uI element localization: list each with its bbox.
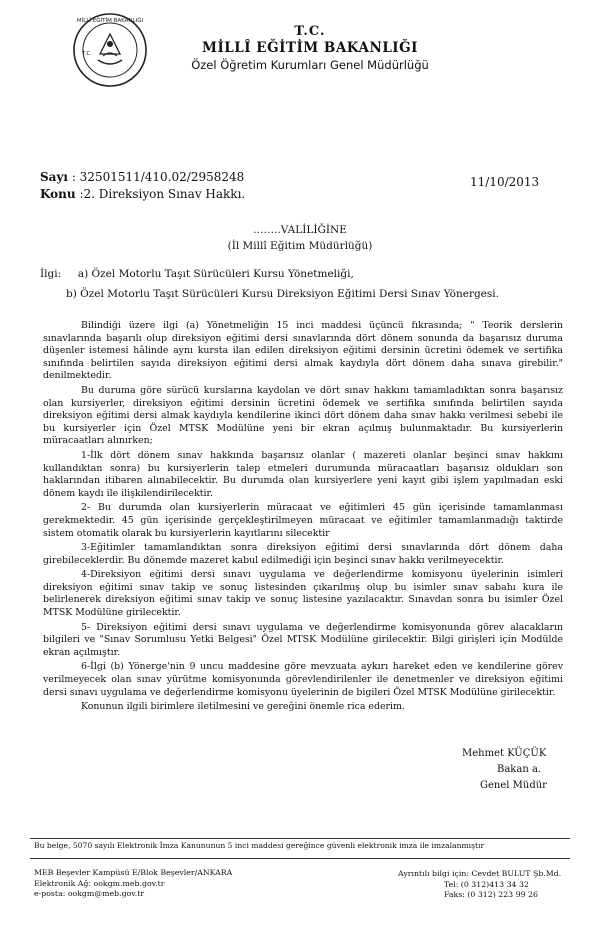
- signatory-title: Bakan a.: [497, 764, 542, 775]
- konu-label: Konu: [40, 187, 76, 201]
- body-paragraph: 1-İlk dört dönem sınav hakkında başarısız olanlar ( mazereti olanlar beşinci sınav hakkını kullandıktan sonra) bu kursiyerlerin talep etmeleri durumunda müracaatları başarısız oldukları son haklarından itibaren alınabilecektir. Bu durumda olan kursiyerlere yeni kayıt gibi işlem yapılmadan eski dönem kaydı ile ilişkilendirilecektir.: [43, 449, 563, 499]
- body-paragraph: 3-Eğitimler tamamlandıktan sonra direksiyon eğitimi dersi sınavlarında dört dönem daha girebileceklerdir. Bu dönemde mazeret kabul edilmediği için beşinci sınav hakkı verilmeyecektir.: [43, 542, 563, 566]
- body-paragraph: 5- Direksiyon eğitimi dersi sınavı uygulama ve değerlendirme komisyonunda görev alacakların bilgileri ve "Sınav Sorumlusu Yetki Belgesi" Özel MTSK Modülüne girilecektir. Bilgi girişleri için Modülde ekran açılmıştır.: [43, 621, 563, 658]
- footer-web: Elektronik Ağ: ookgm.meb.gov.tr: [34, 878, 165, 888]
- footer-divider-top: [30, 838, 570, 839]
- addressee-line2: (İl Millî Eğitim Müdürlüğü): [227, 240, 373, 252]
- footer-contact-right: [398, 869, 561, 901]
- footer-contact-left: [34, 868, 232, 900]
- body-paragraph: Bilindiği üzere ilgi (a) Yönetmeliğin 15 inci maddesi üçüncü fıkrasında; " Teorik derslerin sınavlarında başarılı olup direksiyon eğitimi dersi sınavlarında dört dönem sonunda da başarısız duruma düşenler istemesi hâlinde aynı kursta ilan edilen direksiyon eğitimi dersinin ücretini ödemek ve sertifika sınıfında belirtilen sayıda direksiyon eğitimi dersi almak kaydıyla dört dönem daha sınava girebilir." denilmektedir.: [43, 320, 563, 382]
- body-paragraph: Bu duruma göre sürücü kurslarına kaydolan ve dört sınav hakkını tamamladıktan sonra başarısız olan kursiyerler, direksiyon eğitimi dersinin ücretini ödemek ve sertifika sınıfında belirtilen sayıda direksiyon eğitimi dersi almak kaydıyla kendilerine ikinci dört dönem daha sınav hakkı verilmesi sebebi ile bu kursiyerler için Özel MTSK Modülüne yeni bir ekran açılmış bulunmaktadır. Bu kursiyerlerin müracaatları alınırken;: [43, 384, 563, 447]
- signatory-name: Mehmet KÜÇÜK: [462, 748, 547, 759]
- svg-text:T.C.: T.C.: [82, 51, 93, 57]
- ilgi-label: İlgi:: [40, 268, 62, 280]
- footer-phone: Tel: (0 312)413 34 32: [444, 879, 529, 889]
- sayi-line: [40, 170, 244, 184]
- addressee-line1: ……..VALİLİĞİNE: [253, 224, 347, 236]
- header-ministry: MİLLÎ EĞİTİM BAKANLIĞI: [202, 40, 418, 56]
- letter-body: [43, 320, 563, 716]
- footer-contact-person: Ayrıntılı bilgi için: Cevdet BULUT Şb.Md.: [398, 869, 562, 878]
- footer-fax: Faks: (0 312) 223 99 26: [444, 890, 538, 899]
- body-paragraph: Konunun ilgili birimlere iletilmesini ve gereğini önemle rica ederim.: [81, 701, 405, 713]
- ilgi-a-line: [40, 268, 354, 280]
- ilgi-b: b) Özel Motorlu Taşıt Sürücüleri Kursu Direksiyon Eğitimi Dersi Sınav Yönergesi.: [66, 288, 499, 300]
- body-paragraph: 4-Direksiyon eğitimi dersi sınavı uygulama ve değerlendirme komisyonu üyelerinin isimleri direksiyon eğitimi sınav takip ve sonuç listesinden çıkarılmış olup bu isimler sınav sabahı kura ile belirlenerek direksiyon eğitimi sınav takip ve sonuç listesine yazılacaktır. Sınavdan sonra bu isimler Özel MTSK Modülüne girilecektir.: [43, 569, 563, 619]
- svg-text:MİLLÎ EĞİTİM BAKANLIĞI: MİLLÎ EĞİTİM BAKANLIĞI: [76, 18, 144, 24]
- body-paragraph: 2- Bu durumda olan kursiyerlerin müracaat ve eğitimleri 45 gün içerisinde tamamlanması gerekmektedir. 45 gün içerisinde gerçekleştirilmeyen müracaat ve eğitimler tamamlanmadığı taktirde sistem otomatik olarak bu kursiyerlerin kayıtlarını silecektir: [43, 502, 563, 539]
- signatory-position: Genel Müdür: [480, 780, 547, 791]
- sayi-label: Sayı: [40, 170, 68, 184]
- sayi-value: : 32501511/410.02/2958248: [71, 170, 245, 184]
- konu-value: :2. Direksiyon Sınav Hakkı.: [79, 187, 246, 201]
- body-paragraph: 6-İlgi (b) Yönerge'nin 9 uncu maddesine göre mevzuata aykırı hareket eden ve kendilerine görev verilmeyecek olan sınav yürütme komisyonunda görevlendirilenler ile denetmenler ve direksiyon eğitimi dersi sınavı uygulama ve değerlendirme komisyonu üyelerinin de bigileri Özel MTSK Modülüne girilecektir.: [43, 661, 563, 698]
- footer-divider-bottom: [30, 858, 570, 859]
- ilgi-a: a) Özel Motorlu Taşıt Sürücüleri Kursu Yönetmeliği,: [77, 268, 354, 280]
- e-signature-notice: Bu belge, 5070 sayılı Elektronik İmza Kanununun 5 inci maddesi gereğince güvenli elektronik imza ile imzalanmıştır: [34, 841, 485, 850]
- konu-line: [40, 187, 245, 201]
- document-date: 11/10/2013: [470, 175, 540, 189]
- footer-address: MEB Beşevler Kampüsü E/Blok Beşevler/ANKARA: [34, 868, 233, 877]
- header-department: Özel Öğretim Kurumları Genel Müdürlüğü: [191, 58, 429, 72]
- ministry-seal-icon: [70, 10, 150, 90]
- footer-email: e-posta: ookgm@meb.gov.tr: [34, 889, 145, 898]
- header-tc: T.C.: [294, 24, 326, 39]
